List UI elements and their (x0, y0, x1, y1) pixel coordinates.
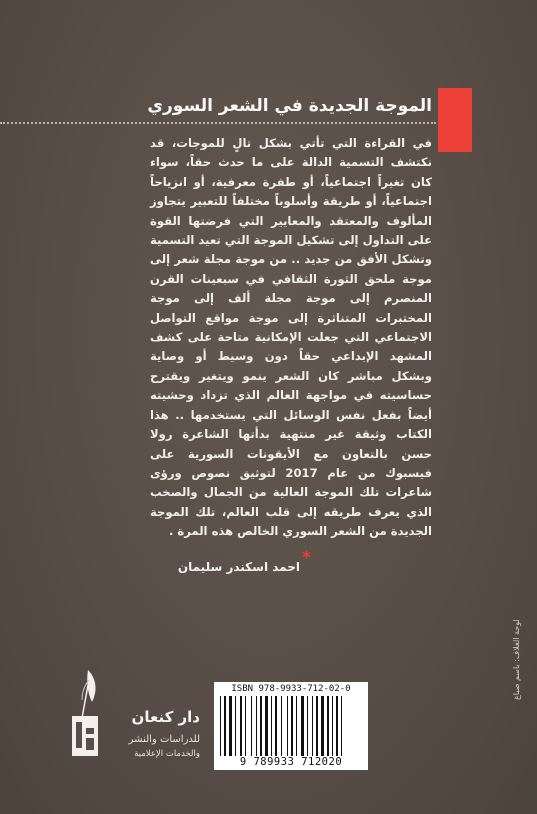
book-title: الموجة الجديدة في الشعر السوري (147, 96, 432, 116)
star-marker: * (302, 548, 311, 568)
barcode-bars (220, 696, 362, 756)
barcode-digits: 9 789933 712020 (239, 756, 343, 768)
isbn-barcode (214, 682, 368, 770)
publisher-subtitle: للدراسات والنشر (128, 734, 200, 745)
dotted-divider (0, 122, 436, 124)
book-description: في القراءة التي تأتي بشكل تالٍ للموجات، قد نكتشف التسمية الدالة على ما حدث حقاً، سواء كان تغيراً اجتماعياً، أو طفرة معرفية، أو انزياحاً اجتماعياً، أو طريقة وأسلوباً مختلفاً للتعبير يتجاوز المألوف والمعتقد والمعايير التي فرضتها القوة على التداول إلى تشكيل الموجة التي تعيد التسمية وتشكل الأفق من جديد .. من موجة مجلة شعر إلى موجة ملحق الثورة الثقافي في سبعينات القرن المنصرم إلى موجة مجلة ألف إلى موجة المختبرات المتناثرة إلى موجة مواقع التواصل الاجتماعي التي جعلت الإمكانية متاحة على كشف المشهد الإبداعي حقاً دون وسيط أو وصاية وبشكل مباشر كان الشعر ينمو ويتغير ويقترح حساسيته في مواجهة العالم الذي تزداد وحشيته أيضاً بفعل نفس الوسائل التي يستخدمها .. هذا الكتاب وثيقة غير منتهية بدأتها الشاعرة رولا حسن بالتعاون مع الأيقونات السورية على فيسبوك من عام 2017 لتوثيق نصوص ورؤى شاعرات تلك الموجة العالية من الجمال والصخب الذي يعرف طريقه إلى قلب العالم، تلك الموجة الجديدة من الشعر السوري الخالص هذه المرة . (150, 136, 432, 539)
cover-art-credit: لوحة الغلاف: باسم صباغ (512, 619, 521, 700)
author-name: احمد اسكندر سليمان (177, 560, 300, 574)
publisher-services: والخدمات الإعلامية (134, 749, 200, 759)
quill-and-letter-logo-icon (68, 668, 104, 764)
publisher-name: دار كنعان (131, 708, 200, 726)
red-accent-block (438, 88, 472, 152)
isbn-number: ISBN 978-9933-712-02-0 (231, 684, 351, 694)
